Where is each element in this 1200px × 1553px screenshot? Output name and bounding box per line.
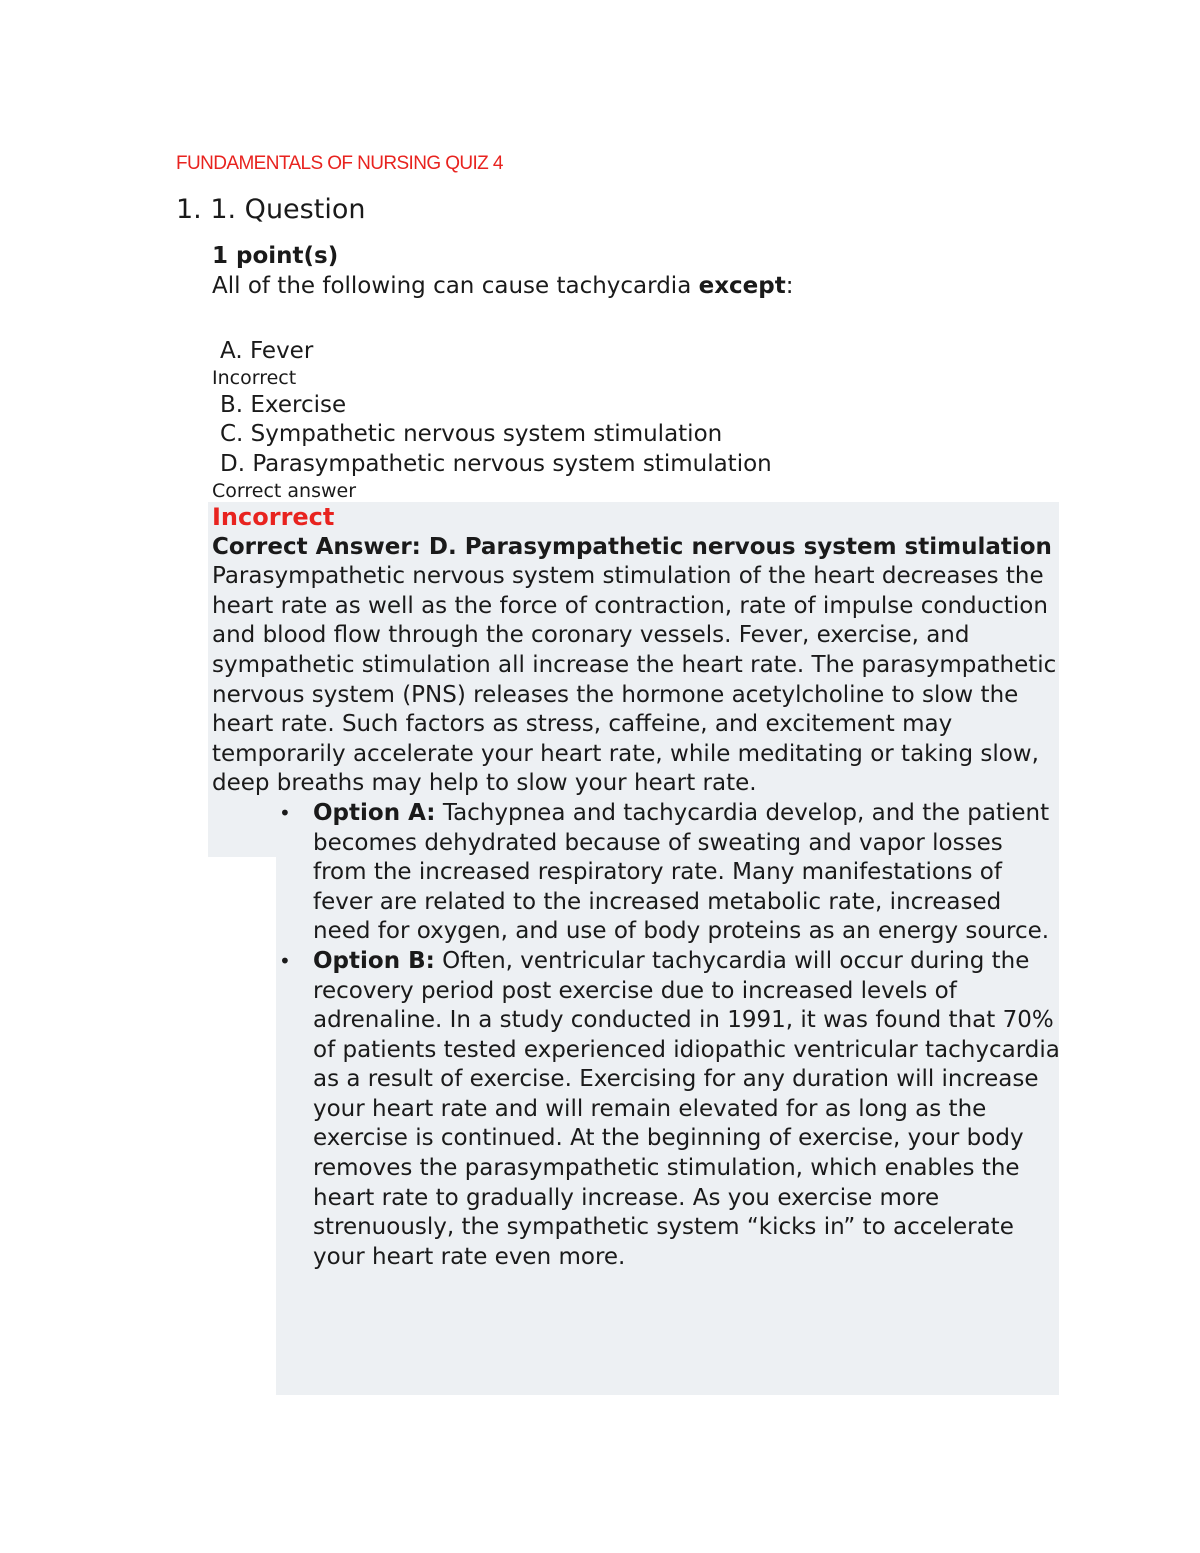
question-heading: 1. 1. Question [176,194,366,225]
feedback-explanation: Parasympathetic nervous system stimulation of the heart decreases the heart rate as well as the force of contraction, rate of impulse conduction and blood flow through the coronary vessels. Fever, exercise, and sympathetic stimulation all increase the heart rate. The parasympathetic nervous system (PNS) releases the hormone acetylcholine to slow the heart rate. Such factors as stress, caffeine, and excitement may temporarily accelerate your heart rate, while meditating or taking slow, deep breaths may help to slow your heart rate. [212,563,1057,797]
document-title: FUNDAMENTALS OF NURSING QUIZ 4 [176,153,503,174]
question-points: 1 point(s) [212,243,339,269]
rationale-lead: Option B: [313,947,435,974]
rationale-option-a [313,799,1062,947]
rationale-lead: Option A: [313,799,436,826]
option-a-status: Incorrect [212,367,297,389]
rationale-list [212,799,1062,1273]
correct-answer-heading: Correct Answer: D. Parasympathetic nervous system stimulation [212,533,1052,560]
rationale-text: Tachypnea and tachycardia develop, and the patient becomes dehydrated because of sweating and vapor losses from the increased respiratory rate. Many manifestations of fever are related to the increased metabolic rate, increased need for oxygen, and use of body proteins as an energy source. [313,799,1050,945]
stem-prefix: All of the following can cause tachycardia [212,273,699,299]
option-d[interactable]: D. Parasympathetic nervous system stimulation [220,451,772,477]
stem-emphasis: except [698,273,786,299]
rationale-text: Often, ventricular tachycardia will occur during the recovery period post exercise due to increased levels of adrenaline. In a study conducted in 1991, it was found that 70% of patients tested experienced idiopathic ventricular tachycardia as a result of exercise. Exercising for any duration will increase your heart rate and will remain elevated for as long as the exercise is continued. At the beginning of exercise, your body removes the parasympathetic stimulation, which enables the heart rate to gradually increase. As you exercise more strenuously, the sympathetic system “kicks in” to accelerate your heart rate even more. [313,947,1060,1270]
option-b[interactable]: B. Exercise [220,392,347,418]
rationale-option-b [313,947,1062,1273]
question-stem [212,272,793,302]
option-d-status: Correct answer [212,480,357,502]
feedback-panel [212,503,1062,1272]
option-a[interactable]: A. Fever [220,338,314,364]
stem-suffix: : [785,273,794,299]
option-c[interactable]: C. Sympathetic nervous system stimulation [220,421,723,447]
feedback-verdict: Incorrect [212,503,335,531]
